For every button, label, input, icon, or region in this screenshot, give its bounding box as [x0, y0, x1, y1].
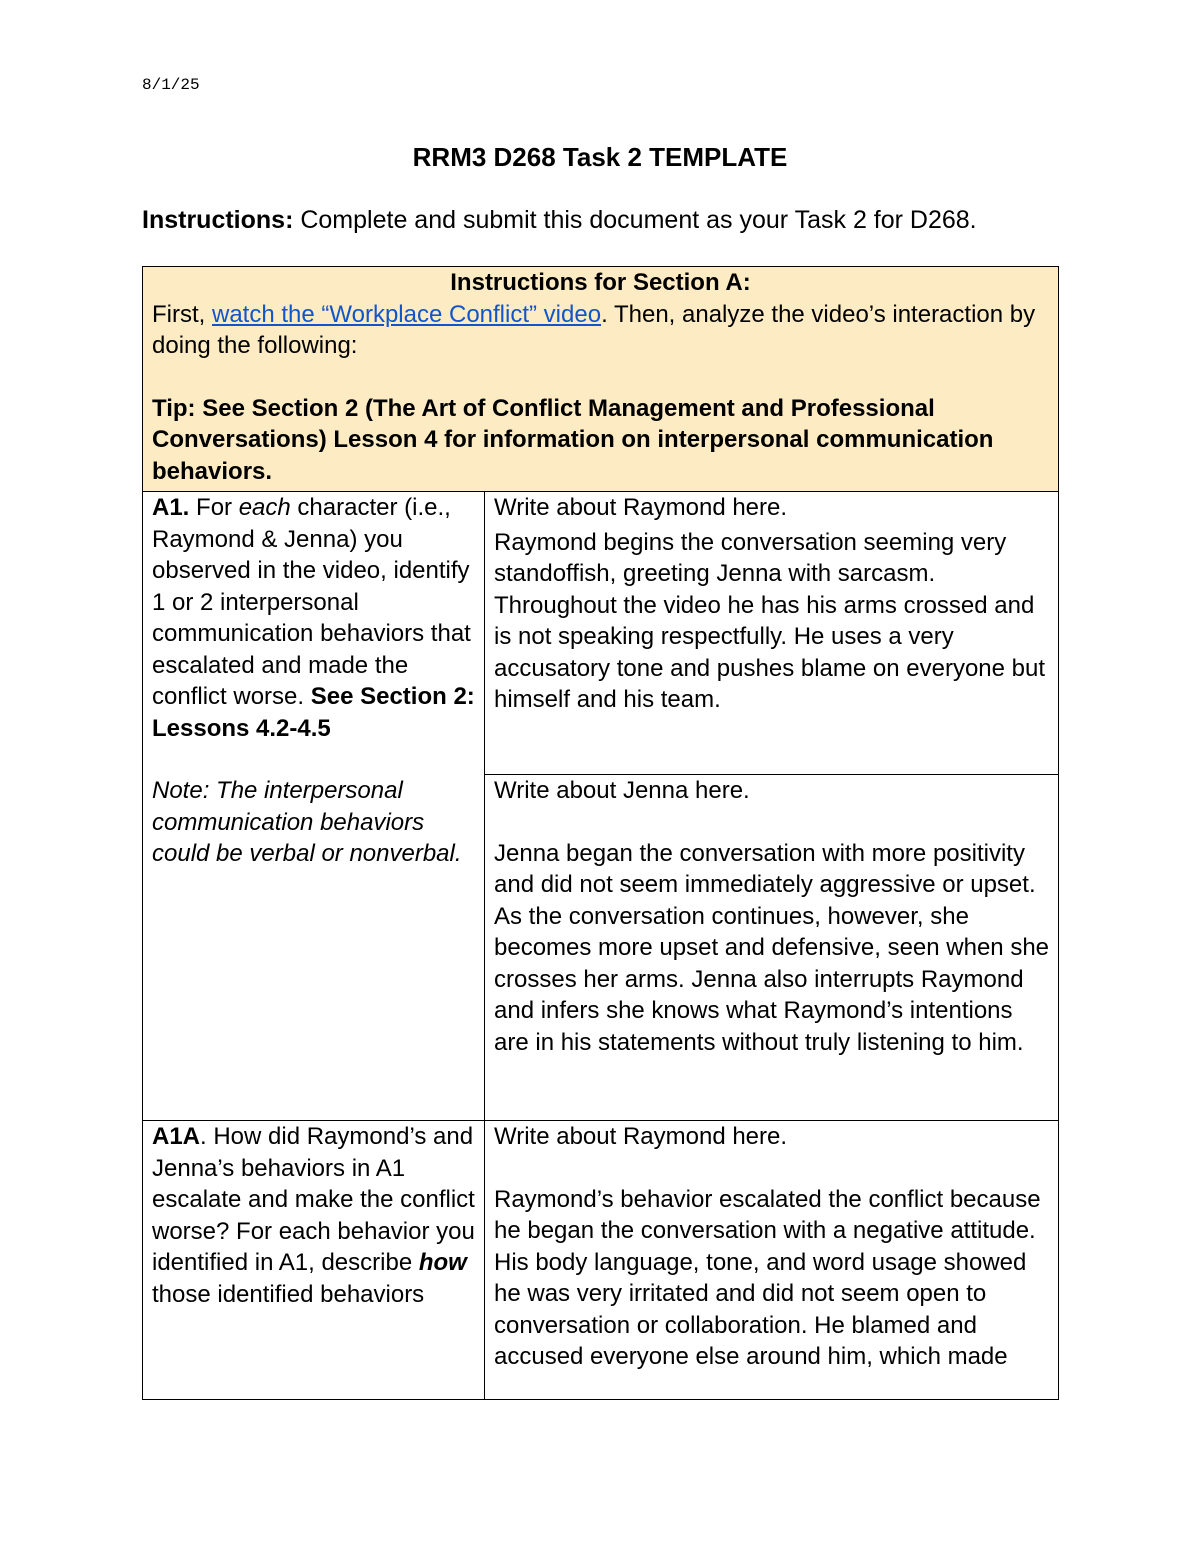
a1-jenna-heading: Write about Jenna here. — [494, 777, 750, 804]
a1a-prompt-part: those identified behaviors — [152, 1280, 425, 1308]
spacer — [152, 744, 475, 775]
instructions-paragraph — [142, 205, 1022, 236]
a1-prompt-part: character (i.e., Raymond & Jenna) you observed in the video, identify 1 or 2 interpersonal communication behaviors that escalated and made the conflict worse. — [152, 494, 471, 710]
a1a-prompt — [152, 1121, 475, 1310]
a1-label: A1. — [152, 494, 190, 521]
instructions-label: Instructions: — [142, 206, 294, 234]
a1-prompt — [152, 492, 475, 744]
a1a-prompt-cell — [143, 1121, 485, 1400]
a1a-raymond-heading: Write about Raymond here. — [494, 1123, 788, 1150]
a1a-label: A1A — [152, 1123, 201, 1150]
section-a-instructions — [143, 267, 1059, 492]
a1a-prompt-part: . How did Raymond’s and Jenna’s behaviors in A1 escalate and make the conflict worse? For each behavior you identified in A1, describe — [152, 1123, 475, 1276]
spacer — [494, 807, 1049, 838]
instructions-text: Complete and submit this document as your Task 2 for D268. — [293, 206, 977, 234]
a1a-raymond-content — [494, 1121, 1049, 1399]
a1a-raymond-answer: Raymond’s behavior escalated the conflict because he began the conversation with a negative attitude. His body language, tone, and word usage showed he was very irritated and did not seem open to conversation or collaboration. He blamed and accused everyone else around him, which made — [494, 1185, 1041, 1370]
a1-prompt-part: For — [189, 494, 239, 521]
template-table — [142, 266, 1059, 1400]
workplace-conflict-video-link[interactable]: watch the “Workplace Conflict” video — [212, 300, 602, 328]
a1-note — [152, 775, 475, 870]
spacer — [152, 362, 1049, 393]
header-date: 8/1/25 — [142, 76, 200, 94]
a1-raymond-answer: Raymond begins the conversation seeming very standoffish, greeting Jenna with sarcasm. Throughout the video he has his arms crossed and is not speaking respectfully. He uses a very accusatory tone and pushes blame on everyone but himself and his team. — [494, 528, 1046, 713]
intro-prefix: First, — [152, 300, 212, 328]
a1-prompt-reference: See Section 2: Lessons 4.2-4.5 — [152, 683, 475, 742]
a1a-raymond-answer-cell[interactable] — [485, 1121, 1059, 1400]
spacer — [494, 1153, 1049, 1184]
document-title: RRM3 D268 Task 2 TEMPLATE — [412, 142, 788, 172]
a1-raymond-heading: Write about Raymond here. — [494, 494, 788, 521]
a1-prompt-each: each — [238, 494, 291, 521]
a1-jenna-answer-cell[interactable] — [485, 775, 1059, 1121]
intro-suffix: . Then, analyze the video’s interaction by doing the following: — [152, 300, 1036, 359]
a1-raymond-answer-cell[interactable] — [485, 492, 1059, 775]
section-a-heading: Instructions for Section A: — [450, 269, 751, 296]
a1-note-text: Note: The interpersonal communication behaviors could be verbal or nonverbal. — [152, 777, 462, 867]
section-a-intro — [152, 299, 1049, 362]
a1-prompt-cell — [143, 492, 485, 1121]
section-a-tip: Tip: See Section 2 (The Art of Conflict Management and Professional Conversations) Lesson 4 for information on interpersonal communication behaviors. — [152, 394, 994, 485]
a1-jenna-answer: Jenna began the conversation with more positivity and did not seem immediately aggressive or upset. As the conversation continues, however, she becomes more upset and defensive, seen when she crosses her arms. Jenna also interrupts Raymond and infers she knows what Raymond’s intentions are in his statements without truly listening to him. — [494, 839, 1050, 1056]
a1a-prompt-how: how — [418, 1249, 467, 1276]
